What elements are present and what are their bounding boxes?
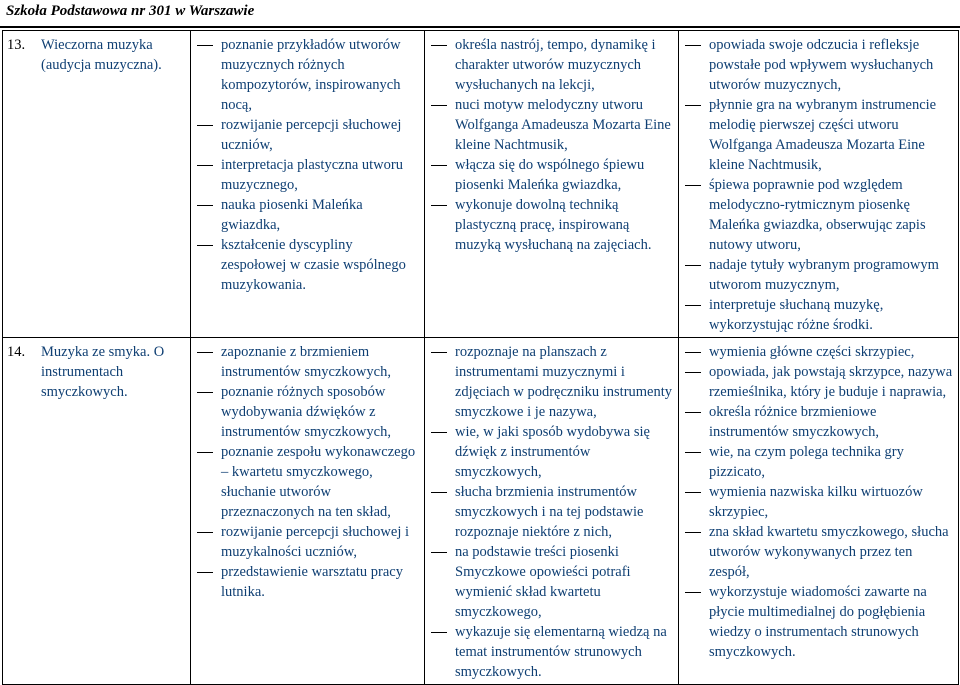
list-item: zna skład kwartetu smyczkowego, słucha utworów wykonywanych przez ten zespół, [683,522,954,582]
goals-cell [191,31,425,338]
list-item: określa nastrój, tempo, dynamikę i charakter utworów muzycznych wysłuchanych na lekcji, [429,35,674,95]
goals-cell [191,338,425,685]
page-header [0,0,960,28]
list-item: rozwijanie percepcji słuchowej i muzykalności uczniów, [195,522,420,562]
extended-requirements-cell [679,338,959,685]
list-item: określa różnice brzmieniowe instrumentów smyczkowych, [683,402,954,442]
table-row [3,31,959,338]
list-item: słucha brzmienia instrumentów smyczkowych i na tej podstawie rozpoznaje niektóre z nich, [429,482,674,542]
list-item: nuci motyw melodyczny utworu Wolfganga Amadeusza Mozarta Eine kleine Nachtmusik, [429,95,674,155]
list-item: nauka piosenki Maleńka gwiazdka, [195,195,420,235]
basic-requirements-cell [425,31,679,338]
list-item: wie, w jaki sposób wydobywa się dźwięk z instrumentów smyczkowych, [429,422,674,482]
list-item: opowiada swoje odczucia i refleksje powstałe pod wpływem wysłuchanych utworów muzycznych, [683,35,954,95]
extended-requirements-cell [679,31,959,338]
lesson-title: Wieczorna muzyka (audycja muzyczna). [41,37,162,73]
list-item: wymienia nazwiska kilku wirtuozów skrzypiec, [683,482,954,522]
list-item: poznanie przykładów utworów muzycznych różnych kompozytorów, inspirowanych nocą, [195,35,420,115]
list-item: płynnie gra na wybranym instrumencie melodię pierwszej części utworu Wolfganga Amadeusza Mozarta Eine kleine Nachtmusik, [683,95,954,175]
list-item: wykorzystuje wiadomości zawarte na płycie multimedialnej do pogłębienia wiedzy o instrumentach strunowych smyczkowych. [683,582,954,662]
list-item: zapoznanie z brzmieniem instrumentów smyczkowych, [195,342,420,382]
list-item: nadaje tytuły wybranym programowym utworom muzycznym, [683,255,954,295]
list-item: kształcenie dyscypliny zespołowej w czasie wspólnego muzykowania. [195,235,420,295]
list-item: wymienia główne części skrzypiec, [683,342,954,362]
lesson-number: 13. [7,37,26,53]
list-item: wie, na czym polega technika gry pizzicato, [683,442,954,482]
curriculum-table [2,30,959,685]
list-item: interpretacja plastyczna utworu muzycznego, [195,155,420,195]
school-name: Szkoła Podstawowa nr 301 w Warszawie [6,3,255,19]
list-item: wykazuje się elementarną wiedzą na temat instrumentów strunowych smyczkowych. [429,622,674,682]
list-item: na podstawie treści piosenki Smyczkowe opowieści potrafi wymienić skład kwartetu smyczkowego, [429,542,674,622]
list-item: włącza się do wspólnego śpiewu piosenki Maleńka gwiazdka, [429,155,674,195]
list-item: opowiada, jak powstają skrzypce, nazywa rzemieślnika, który je buduje i naprawia, [683,362,954,402]
lesson-cell [3,31,191,338]
list-item: śpiewa poprawnie pod względem melodyczno-rytmicznym piosenkę Maleńka gwiazdka, obserwując zapis nutowy utworu, [683,175,954,255]
lesson-title: Muzyka ze smyka. O instrumentach smyczkowych. [41,344,165,400]
list-item: przedstawienie warsztatu pracy lutnika. [195,562,420,602]
basic-requirements-cell [425,338,679,685]
list-item: poznanie zespołu wykonawczego – kwartetu smyczkowego, słuchanie utworów przeznaczonych na ten skład, [195,442,420,522]
table-row [3,338,959,685]
list-item: poznanie różnych sposobów wydobywania dźwięków z instrumentów smyczkowych, [195,382,420,442]
lesson-cell [3,338,191,685]
list-item: rozwijanie percepcji słuchowej uczniów, [195,115,420,155]
lesson-number: 14. [7,344,26,360]
list-item: interpretuje słuchaną muzykę, wykorzystując różne środki. [683,295,954,335]
list-item: wykonuje dowolną techniką plastyczną pracę, inspirowaną muzyką wysłuchaną na zajęciach. [429,195,674,255]
list-item: rozpoznaje na planszach z instrumentami muzycznymi i zdjęciach w podręczniku instrumenty smyczkowe i je nazywa, [429,342,674,422]
